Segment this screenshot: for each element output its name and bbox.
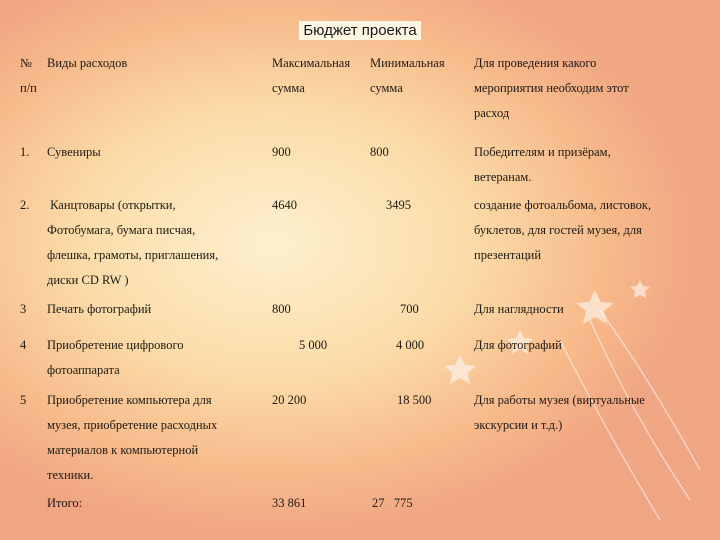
header-purpose-line1: Для проведения какого [474, 56, 597, 70]
header-min-line2: сумма [370, 81, 403, 95]
row-3-max: 800 [272, 302, 291, 316]
total-label: Итого: [47, 496, 83, 510]
row-2-type-line2: Фотобумага, бумага писчая, [47, 223, 196, 237]
total-max: 33 861 [272, 496, 307, 510]
row-5-num: 5 [20, 393, 27, 407]
row-3-purpose: Для наглядности [474, 302, 564, 316]
row-1-min: 800 [370, 145, 389, 159]
page-title: Бюджет проекта [0, 22, 720, 39]
row-3-num: 3 [20, 302, 27, 316]
header-max-line1: Максимальная [272, 56, 351, 70]
row-2-type-line4: диски CD RW ) [47, 273, 129, 287]
row-1-purpose-line1: Победителям и призёрам, [474, 145, 611, 159]
row-5-type-line2: музея, приобретение расходных [47, 418, 218, 432]
header-min-line1: Минимальная [370, 56, 445, 70]
row-5-type-line1: Приобретение компьютера для [47, 393, 212, 407]
row-5-max: 20 200 [272, 393, 307, 407]
header-num-line2: п/п [20, 81, 37, 95]
header-max-line2: сумма [272, 81, 305, 95]
row-5-purpose-line2: экскурсии и т.д.) [474, 418, 563, 432]
row-3-type: Печать фотографий [47, 302, 152, 316]
row-4-num: 4 [20, 338, 27, 352]
row-4-type-line1: Приобретение цифрового [47, 338, 184, 352]
row-2-type-line3: флешка, грамоты, приглашения, [47, 248, 219, 262]
header-purpose-line2: мероприятия необходим этот [474, 81, 629, 95]
row-3-min: 700 [400, 302, 419, 316]
row-1-num: 1. [20, 145, 30, 159]
row-1-purpose-line2: ветеранам. [474, 170, 532, 184]
row-2-min: 3495 [386, 198, 411, 212]
row-5-type-line3: материалов к компьютерной [47, 443, 199, 457]
header-purpose-line3: расход [474, 106, 510, 120]
row-2-purpose-line2: буклетов, для гостей музея, для [474, 223, 642, 237]
row-2-purpose-line1: создание фотоальбома, листовок, [474, 198, 652, 212]
row-5-purpose-line1: Для работы музея (виртуальные [474, 393, 645, 407]
row-4-type-line2: фотоаппарата [47, 363, 120, 377]
row-4-purpose: Для фотографий [474, 338, 562, 352]
row-2-purpose-line3: презентаций [474, 248, 542, 262]
header-num-line1: № [20, 56, 32, 70]
row-5-type-line4: техники. [47, 468, 94, 482]
row-2-type-line1: Канцтовары (открытки, [47, 198, 176, 212]
row-4-max: 5 000 [299, 338, 328, 352]
row-5-min: 18 500 [397, 393, 432, 407]
row-4-min: 4 000 [396, 338, 425, 352]
total-min: 27 775 [372, 496, 413, 510]
header-type: Виды расходов [47, 56, 128, 70]
row-1-type: Сувениры [47, 145, 101, 159]
row-2-max: 4640 [272, 198, 297, 212]
row-1-max: 900 [272, 145, 291, 159]
row-2-num: 2. [20, 198, 30, 212]
